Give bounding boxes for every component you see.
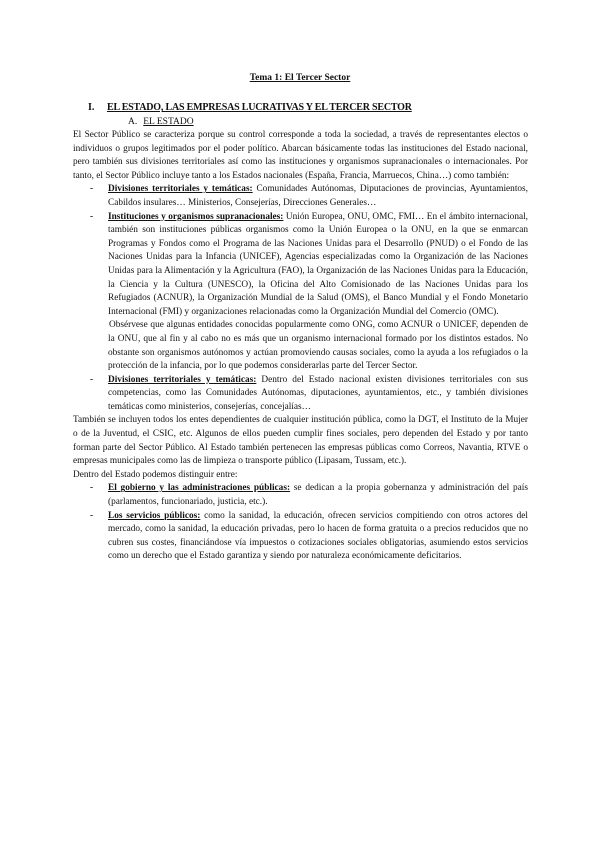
list-item	[73, 510, 528, 564]
intro-paragraph: El Sector Público se caracteriza porque su control corresponde a toda la sociedad, a través de representantes electos o individuos o grupos legitimados por el poder político. Abarcan básicamente todas las instituciones del Estado nacional, pero también sus divisiones territoriales así como las instituciones y organismos supranacionales o internacionales. Por tanto, el Sector Público incluye tanto a los Estados nacionales (España, Francia, Marruecos, China…) como también:	[73, 130, 528, 181]
list-item	[73, 183, 528, 210]
document-title: Tema 1: El Tercer Sector	[249, 73, 351, 83]
state-divisions-list	[73, 482, 528, 564]
item-text: Comunidades Autónomas, Diputaciones de provincias, Ayuntamientos, Cabildos insulares… Ministerios, Consejerías, Direcciones Generales…	[108, 184, 528, 208]
public-sector-list	[73, 183, 528, 414]
item-text: como la sanidad, la educación, ofrecen servicios compitiendo con otros actores del mercado, como la sanidad, la educación privadas, pero lo hacen de forma gratuita o a precios reducidos que no cubren sus costes, financiándose vía impuestos o cotizaciones sociales obligatorias, asumiendo estos servicios como un derecho que el Estado garantiza y siendo por naturaleza económicamente deficitarios.	[108, 510, 528, 562]
item-text: Dentro del Estado nacional existen divisiones territoriales con sus competencias, como las Comunidades Autónomas, diputaciones, ayuntamientos, etc., y también divisiones temáticas como ministerios, consejerías, concejalías…	[108, 374, 528, 412]
document-body	[73, 129, 528, 564]
subsection-heading	[128, 116, 194, 130]
item-term: Los servicios públicos:	[108, 510, 201, 521]
bullet-dash: -	[90, 184, 94, 195]
subsection-title: EL ESTADO	[143, 117, 194, 127]
section-number: I.	[88, 102, 95, 113]
bullet-dash: -	[90, 483, 94, 494]
bullet-dash: -	[90, 374, 94, 385]
item-term: Instituciones y organismos supranacionales:	[108, 211, 284, 222]
section-heading	[88, 101, 528, 115]
bullet-dash: -	[90, 510, 94, 521]
item-text: se dedican a la propia gobernanza y administración del país (parlamentos, funcionariado, justicia, etc.).	[108, 483, 528, 508]
distinguish-line: Dentro del Estado podemos distinguir entre:	[73, 469, 238, 480]
list-item	[73, 211, 528, 374]
list-item	[73, 374, 528, 415]
item-note-paragraph: Obsérvese que algunas entidades conocidas popularmente como ONG, como ACNUR o UNICEF, dependen de la ONU, que al fin y al cabo no es más que un organismo internacional formado por los distintos estados. No obstante son organismos autónomos y actúan promoviendo causas sociales, como la ayuda a los refugiados o la protección de la infancia, por lo que podemos considerarlas parte del Tercer Sector.	[108, 320, 528, 372]
middle-paragraph: También se incluyen todos los entes dependientes de cualquier institución pública, como la DGT, el Instituto de la Mujer o de la Juventud, el CSIC, etc. Algunos de ellos pueden cumplir fines sociales, pero dependen del Estado y por tanto forman parte del Sector Público. Al Estado también pertenecen las empresas públicas como Correos, Navantia, RTVE o empresas municipales como las de limpieza o transporte público (Lipasam, Tussam, etc.).	[73, 415, 528, 467]
item-term: Divisiones territoriales y temáticas:	[108, 184, 253, 195]
item-term: Divisiones territoriales y temáticas:	[108, 374, 257, 385]
list-item	[73, 482, 528, 509]
section-title: EL ESTADO, LAS EMPRESAS LUCRATIVAS Y EL TERCER SECTOR	[107, 102, 412, 113]
bullet-dash: -	[90, 211, 94, 222]
item-text: Unión Europea, ONU, OMC, FMI… En el ámbito internacional, también son instituciones públicas organismos como la Unión Europea o la ONU, en la que se enmarcan Programas y Fondos como el Programa de las Naciones Unidas para el Desarrollo (PNUD) o el Fondo de las Naciones Unidas para la Infancia (UNICEF), Agencias especializadas como la Organización de las Naciones Unidas para la Alimentación y la Agricultura (FAO), la Organización de las Naciones Unidas para la Educación, la Ciencia y la Cultura (UNESCO), la Oficina del Alto Comisionado de las Naciones Unidas para los Refugiados (ACNUR), la Organización Mundial de la Salud (OMS), el Banco Mundial y el Fondo Monetario Internacional (FMI) y organizaciones relacionadas como la Organización Mundial del Comercio (OMC).	[108, 211, 529, 317]
subsection-letter: A.	[128, 117, 138, 127]
item-term: El gobierno y las administraciones públicas:	[108, 483, 291, 494]
